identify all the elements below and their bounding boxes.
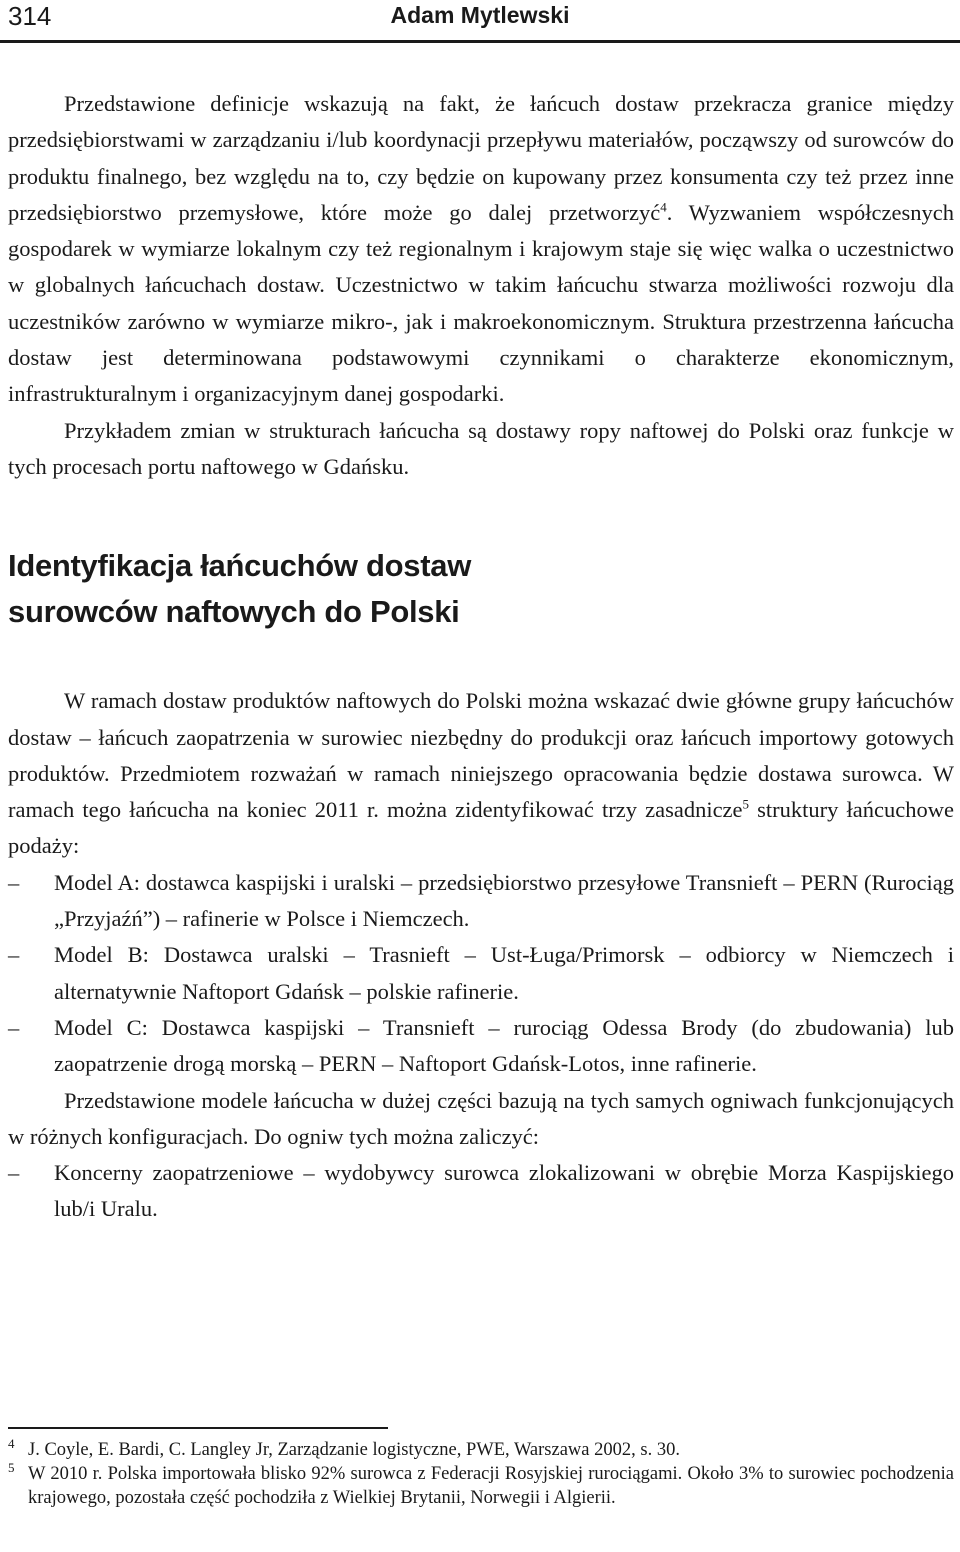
dash-bullet: – (8, 1014, 20, 1040)
model-list (8, 865, 954, 1083)
dash-bullet: – (8, 942, 20, 968)
intro-paragraph-1-text-b: . Wyzwaniem współczesnych gospodarek w wymiarze lokalnym czy też regionalnym i krajowym staje się więc walka o uczestnictwo w globalnych łańcuchach dostaw. Uczestnictwo w takim łańcuchu stwarza możliwości rozwoju dla uczestników zarówno w wymiarze mikro-, jak i makroekonomicznym. Struktura przestrzenna łańcucha dostaw jest determinowana podstawowymi czynnikami o charakterze ekonomicznym, infrastrukturalnym i organizacyjnym danej gospodarki. (8, 199, 954, 407)
section-heading-line-1: Identyfikacja łańcuchów dostaw (8, 548, 472, 584)
footnote-ref-5[interactable]: 5 (742, 796, 750, 812)
header-rule (0, 40, 960, 43)
page-header (0, 0, 960, 40)
dash-bullet: – (8, 869, 20, 895)
main-content (8, 86, 954, 1228)
footnote-4 (8, 1438, 954, 1462)
section-heading (8, 543, 954, 635)
footnote-rule (8, 1427, 388, 1429)
dash-bullet: – (8, 1160, 20, 1186)
intro-paragraph-1-text-a: Przedstawione definicje wskazują na fakt, że łańcuch dostaw przekracza granice między przedsiębiorstwami w zarządzaniu i/lub koordynacji przepływu materiałów, począwszy od surowców do produktu finalnego, bez względu na to, czy będzie on kupowany przez konsumenta czy też przez inne przedsiębiorstwo przemysłowe, które może go dalej przetworzyć (8, 91, 954, 225)
list-item-text: Model A: dostawca kaspijski i uralski – przedsiębiorstwo przesyłowe Transnieft – PERN (Rurociąg „Przyjaźń”) – rafinerie w Polsce i Niemczech. (54, 869, 954, 932)
list-item-text: Model C: Dostawca kaspijski – Transnieft – rurociąg Odessa Brody (do zbudowania) lub zaopatrzenie drogą morską – PERN – Naftoport Gdańsk-Lotos, inne rafinerie. (54, 1014, 954, 1077)
section-paragraph-1 (8, 683, 954, 864)
footnote-number: 5 (8, 1460, 15, 1475)
footnote-5 (8, 1462, 954, 1510)
footnote-ref-4[interactable]: 4 (660, 199, 667, 215)
list-item-model-b (8, 937, 954, 1010)
intro-paragraph-1 (8, 86, 954, 413)
section-paragraph-2: Przedstawione modele łańcucha w dużej części bazują na tych samych ogniwach funkcjonujących w różnych konfiguracjach. Do ogniw tych można zaliczyć: (8, 1087, 954, 1149)
list-item-model-a (8, 865, 954, 938)
running-head-author: Adam Mytlewski (390, 2, 570, 28)
footnote-text: J. Coyle, E. Bardi, C. Langley Jr, Zarządzanie logistyczne, PWE, Warszawa 2002, s. 30. (28, 1440, 680, 1460)
footnote-text: W 2010 r. Polska importowała blisko 92% surowca z Federacji Rosyjskiej rurociągami. Około 3% to surowiec pochodzenia krajowego, pozostała część pochodziła z Wielkiej Brytanii, Norwegii i Algierii. (28, 1464, 954, 1508)
intro-paragraph-2: Przykładem zmian w strukturach łańcucha są dostawy ropy naftowej do Polski oraz funkcje w tych procesach portu naftowego w Gdańsku. (8, 417, 954, 479)
links-list (8, 1155, 954, 1228)
footnote-number: 4 (8, 1436, 15, 1451)
page-number: 314 (8, 1, 52, 31)
list-item-model-c (8, 1010, 954, 1083)
section-paragraph-1-text-a: W ramach dostaw produktów naftowych do Polski można wskazać dwie główne grupy łańcuchów dostaw – łańcuch zaopatrzenia w surowiec niezbędny do produkcji oraz łańcuch importowy gotowych produktów. Przedmiotem rozważań w ramach niniejszego opracowania będzie dostawa surowca. W ramach tego łańcucha na koniec 2011 r. można zidentyfikować trzy zasadnicze (8, 688, 954, 823)
section-paragraph-1-text-b: struktury łańcuchowe podaży: (8, 797, 954, 859)
list-item-text: Koncerny zaopatrzeniowe – wydobywcy surowca zlokalizowani w obrębie Morza Kaspijskiego lub/i Uralu. (54, 1160, 954, 1222)
list-item-link-1 (8, 1155, 954, 1228)
footnotes (8, 1438, 954, 1510)
section-heading-line-2: surowców naftowych do Polski (8, 594, 460, 630)
list-item-text: Model B: Dostawca uralski – Trasnieft – Ust-Ługa/Primorsk – odbiorcy w Niemczech i alternatywnie Naftoport Gdańsk – polskie rafinerie. (54, 942, 954, 1004)
